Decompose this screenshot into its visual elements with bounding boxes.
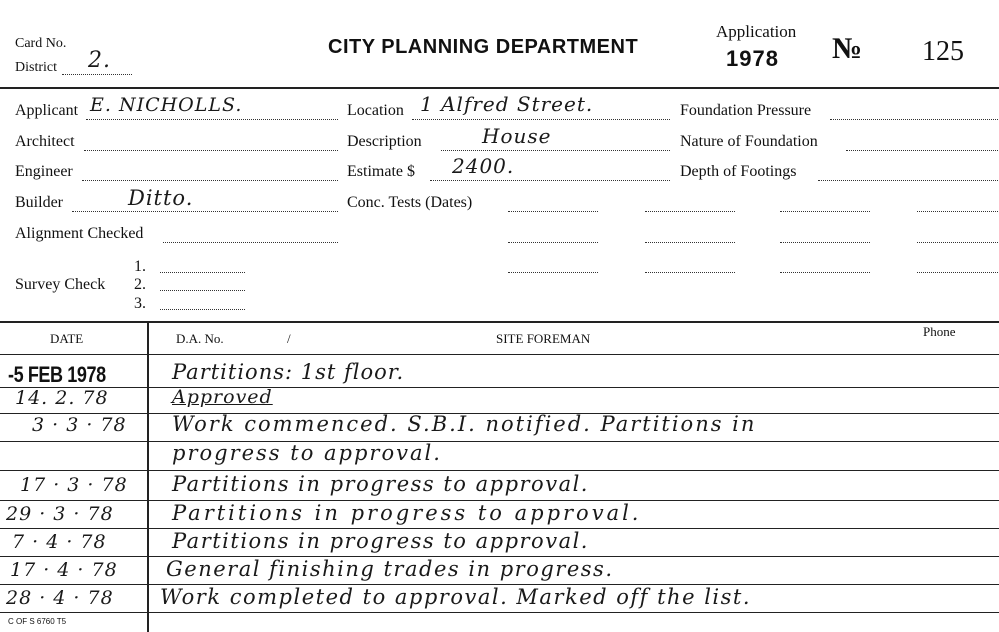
row-rule: [0, 387, 999, 388]
conc-line-2b: [645, 242, 735, 243]
log-entry-text: progress to approval.: [172, 441, 442, 465]
site-foreman-header: SITE FOREMAN: [496, 331, 591, 346]
conc-line-1a: [508, 211, 598, 212]
log-entry-text: Partitions in progress to approval.: [172, 501, 642, 525]
date-column-divider: [147, 321, 149, 632]
log-entry-date: 29 · 3 · 78: [6, 503, 114, 525]
log-entry-text: Partitions in progress to approval.: [172, 472, 589, 496]
applicant-label: Applicant: [15, 102, 79, 119]
table-header-line: [0, 354, 999, 355]
architect-line: [84, 150, 338, 151]
depth-footings-line: [818, 180, 998, 181]
foundation-pressure-line: [830, 119, 998, 120]
survey-num-3: 3.: [134, 295, 146, 312]
nature-foundation-label: Nature of Foundation: [680, 133, 818, 150]
log-entry-text: Partitions in progress to approval.: [172, 529, 589, 553]
applicant-value: E. NICHOLLS.: [90, 94, 243, 116]
da-no-header: D.A. No.: [176, 331, 224, 346]
phone-header: Phone: [923, 324, 956, 339]
architect-label: Architect: [15, 133, 75, 150]
number-symbol: №: [832, 32, 863, 65]
applicant-line: [86, 119, 338, 120]
conc-line-3a: [508, 272, 598, 273]
conc-line-1c: [780, 211, 870, 212]
conc-line-3d: [917, 272, 998, 273]
survey-line-3: [160, 309, 245, 310]
conc-line-3b: [645, 272, 735, 273]
application-label: Application: [716, 22, 797, 41]
district-label: District: [15, 60, 57, 75]
estimate-line: [430, 180, 670, 181]
location-value: 1 Alfred Street.: [420, 92, 594, 116]
log-entry-text: Work commenced. S.B.I. notified. Partitions in: [172, 412, 757, 436]
builder-label: Builder: [15, 194, 63, 211]
row-rule: [0, 612, 999, 613]
log-entry-date: 7 · 4 · 78: [12, 531, 107, 553]
alignment-line: [163, 242, 338, 243]
nature-foundation-line: [846, 150, 998, 151]
date-header: DATE: [50, 331, 84, 346]
survey-num-2: 2.: [134, 276, 146, 293]
conc-line-3c: [780, 272, 870, 273]
conc-line-1b: [645, 211, 735, 212]
location-line: [412, 119, 670, 120]
log-entry-text: Work completed to approval. Marked off the list.: [160, 585, 752, 609]
district-line: [62, 74, 132, 75]
alignment-label: Alignment Checked: [15, 225, 144, 242]
conc-tests-label: Conc. Tests (Dates): [347, 194, 473, 211]
district-value: 2.: [88, 48, 111, 73]
survey-line-1: [160, 272, 245, 273]
location-label: Location: [347, 102, 404, 119]
department-title: CITY PLANNING DEPARTMENT: [328, 36, 639, 58]
log-entry-date: 3 · 3 · 78: [32, 414, 127, 436]
survey-label: Survey Check: [15, 276, 106, 293]
conc-line-1d: [917, 211, 998, 212]
description-label: Description: [347, 133, 422, 150]
card-no-label: Card No.: [15, 36, 67, 51]
log-entry-date: 17 · 3 · 78: [20, 474, 128, 496]
application-year: 1978: [726, 46, 779, 71]
survey-line-2: [160, 290, 245, 291]
table-top-line: [0, 321, 999, 323]
row-rule: [0, 470, 999, 471]
conc-line-2a: [508, 242, 598, 243]
log-entry-date: 17 · 4 · 78: [10, 559, 118, 581]
da-slash: /: [287, 331, 291, 346]
log-entry-date: 28 · 4 · 78: [6, 587, 114, 609]
row-rule: [0, 441, 999, 442]
foundation-pressure-label: Foundation Pressure: [680, 102, 812, 119]
builder-line: [72, 211, 338, 212]
description-line: [441, 150, 670, 151]
description-value: House: [482, 124, 552, 148]
engineer-label: Engineer: [15, 163, 73, 180]
form-code: C OF S 6760 T5: [8, 617, 67, 626]
log-entry-text: Approved: [172, 386, 273, 408]
engineer-line: [82, 180, 338, 181]
application-number: 125: [922, 36, 964, 67]
estimate-value: 2400.: [452, 154, 515, 178]
log-entry-date: 14. 2. 78: [15, 387, 109, 409]
depth-footings-label: Depth of Footings: [680, 163, 797, 180]
log-entry-text: General finishing trades in progress.: [166, 557, 614, 581]
conc-line-2d: [917, 242, 998, 243]
builder-value: Ditto.: [128, 186, 194, 210]
estimate-label: Estimate $: [347, 163, 415, 180]
header-divider: [0, 87, 999, 89]
log-entry-text: Partitions: 1st floor.: [172, 360, 405, 384]
survey-num-1: 1.: [134, 258, 146, 275]
log-date-stamp: -5 FEB 1978: [8, 362, 106, 387]
conc-line-2c: [780, 242, 870, 243]
